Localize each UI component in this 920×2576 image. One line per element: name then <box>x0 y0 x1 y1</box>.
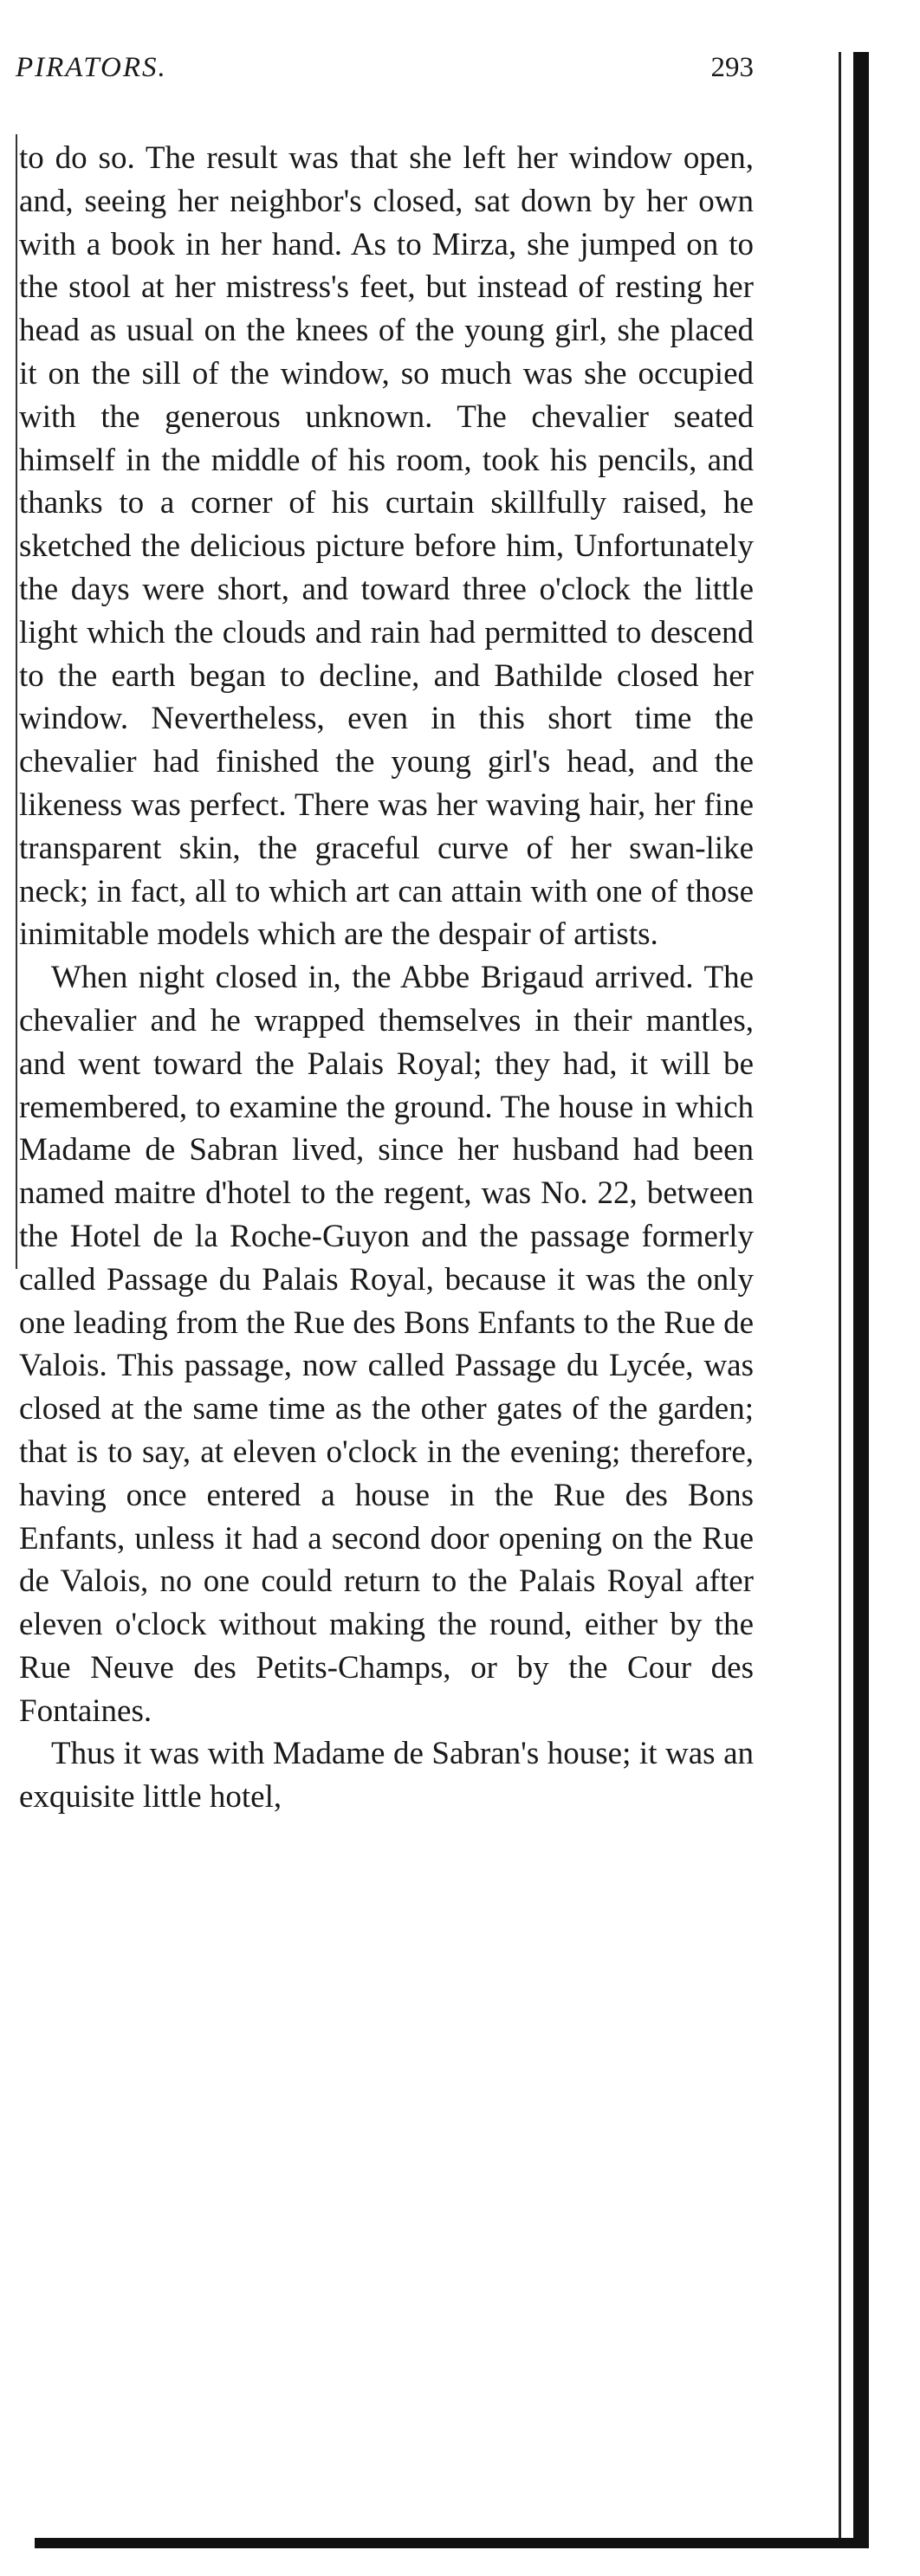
page-edge-inner-rule <box>839 52 841 2541</box>
paragraph: When night closed in, the Abbe Brigaud arrived. The chevalier and he wrapped themselves in their mantles, and went toward the Palais Royal; they had, it will be remembered, to examine the ground. The house in which Madame de Sabran lived, since her husband had been named maitre d'hotel to the regent, was No. 22, between the Hotel de la Roche-Guyon and the passage formerly called Passage du Palais Royal, because it was the only one leading from the Rue des Bons Enfants to the Rue de Valois. This passage, now called Passage du Lycée, was closed at the same time as the other gates of the garden; that is to say, at eleven o'clock in the evening; therefore, having once entered a house in the Rue des Bons Enfants, unless it had a second door opening on the Rue de Valois, no one could return to the Palais Royal after eleven o'clock without making the round, either by the Rue Neuve des Petits-Champs, or by the Cour des Fontaines. <box>19 960 754 1729</box>
page-edge-shadow-right <box>853 52 869 2541</box>
page-edge-shadow-bottom <box>35 2538 869 2548</box>
margin-rule <box>16 134 17 1269</box>
running-head <box>16 52 754 95</box>
page-number: 293 <box>710 52 754 83</box>
body-text <box>19 137 754 1819</box>
paragraph: to do so. The result was that she left her window open, and, seeing her neighbor's closed, sat down by her own with a book in her hand. As to Mirza, she jumped on to the stool at her mistress's feet, but instead of resting her head as usual on the knees of the young girl, she placed it on the sill of the window, so much was she occupied with the generous unknown. The chevalier seated himself in the middle of his room, took his pencils, and thanks to a corner of his curtain skillfully raised, he sketched the delicious picture before him, Unfortunately the days were short, and toward three o'clock the little light which the clouds and rain had permitted to descend to the earth began to decline, and Bathilde closed her window. Nevertheless, even in this short time the chevalier had finished the young girl's head, and the likeness was perfect. There was her waving hair, her fine transparent skin, the graceful curve of her swan-like neck; in fact, all to which art can attain with one of those inimitable models which are the despair of artists. <box>19 140 754 953</box>
paragraph: Thus it was with Madame de Sabran's house; it was an exquisite little hotel, <box>19 1736 754 1815</box>
running-title: PIRATORS. <box>16 52 167 83</box>
